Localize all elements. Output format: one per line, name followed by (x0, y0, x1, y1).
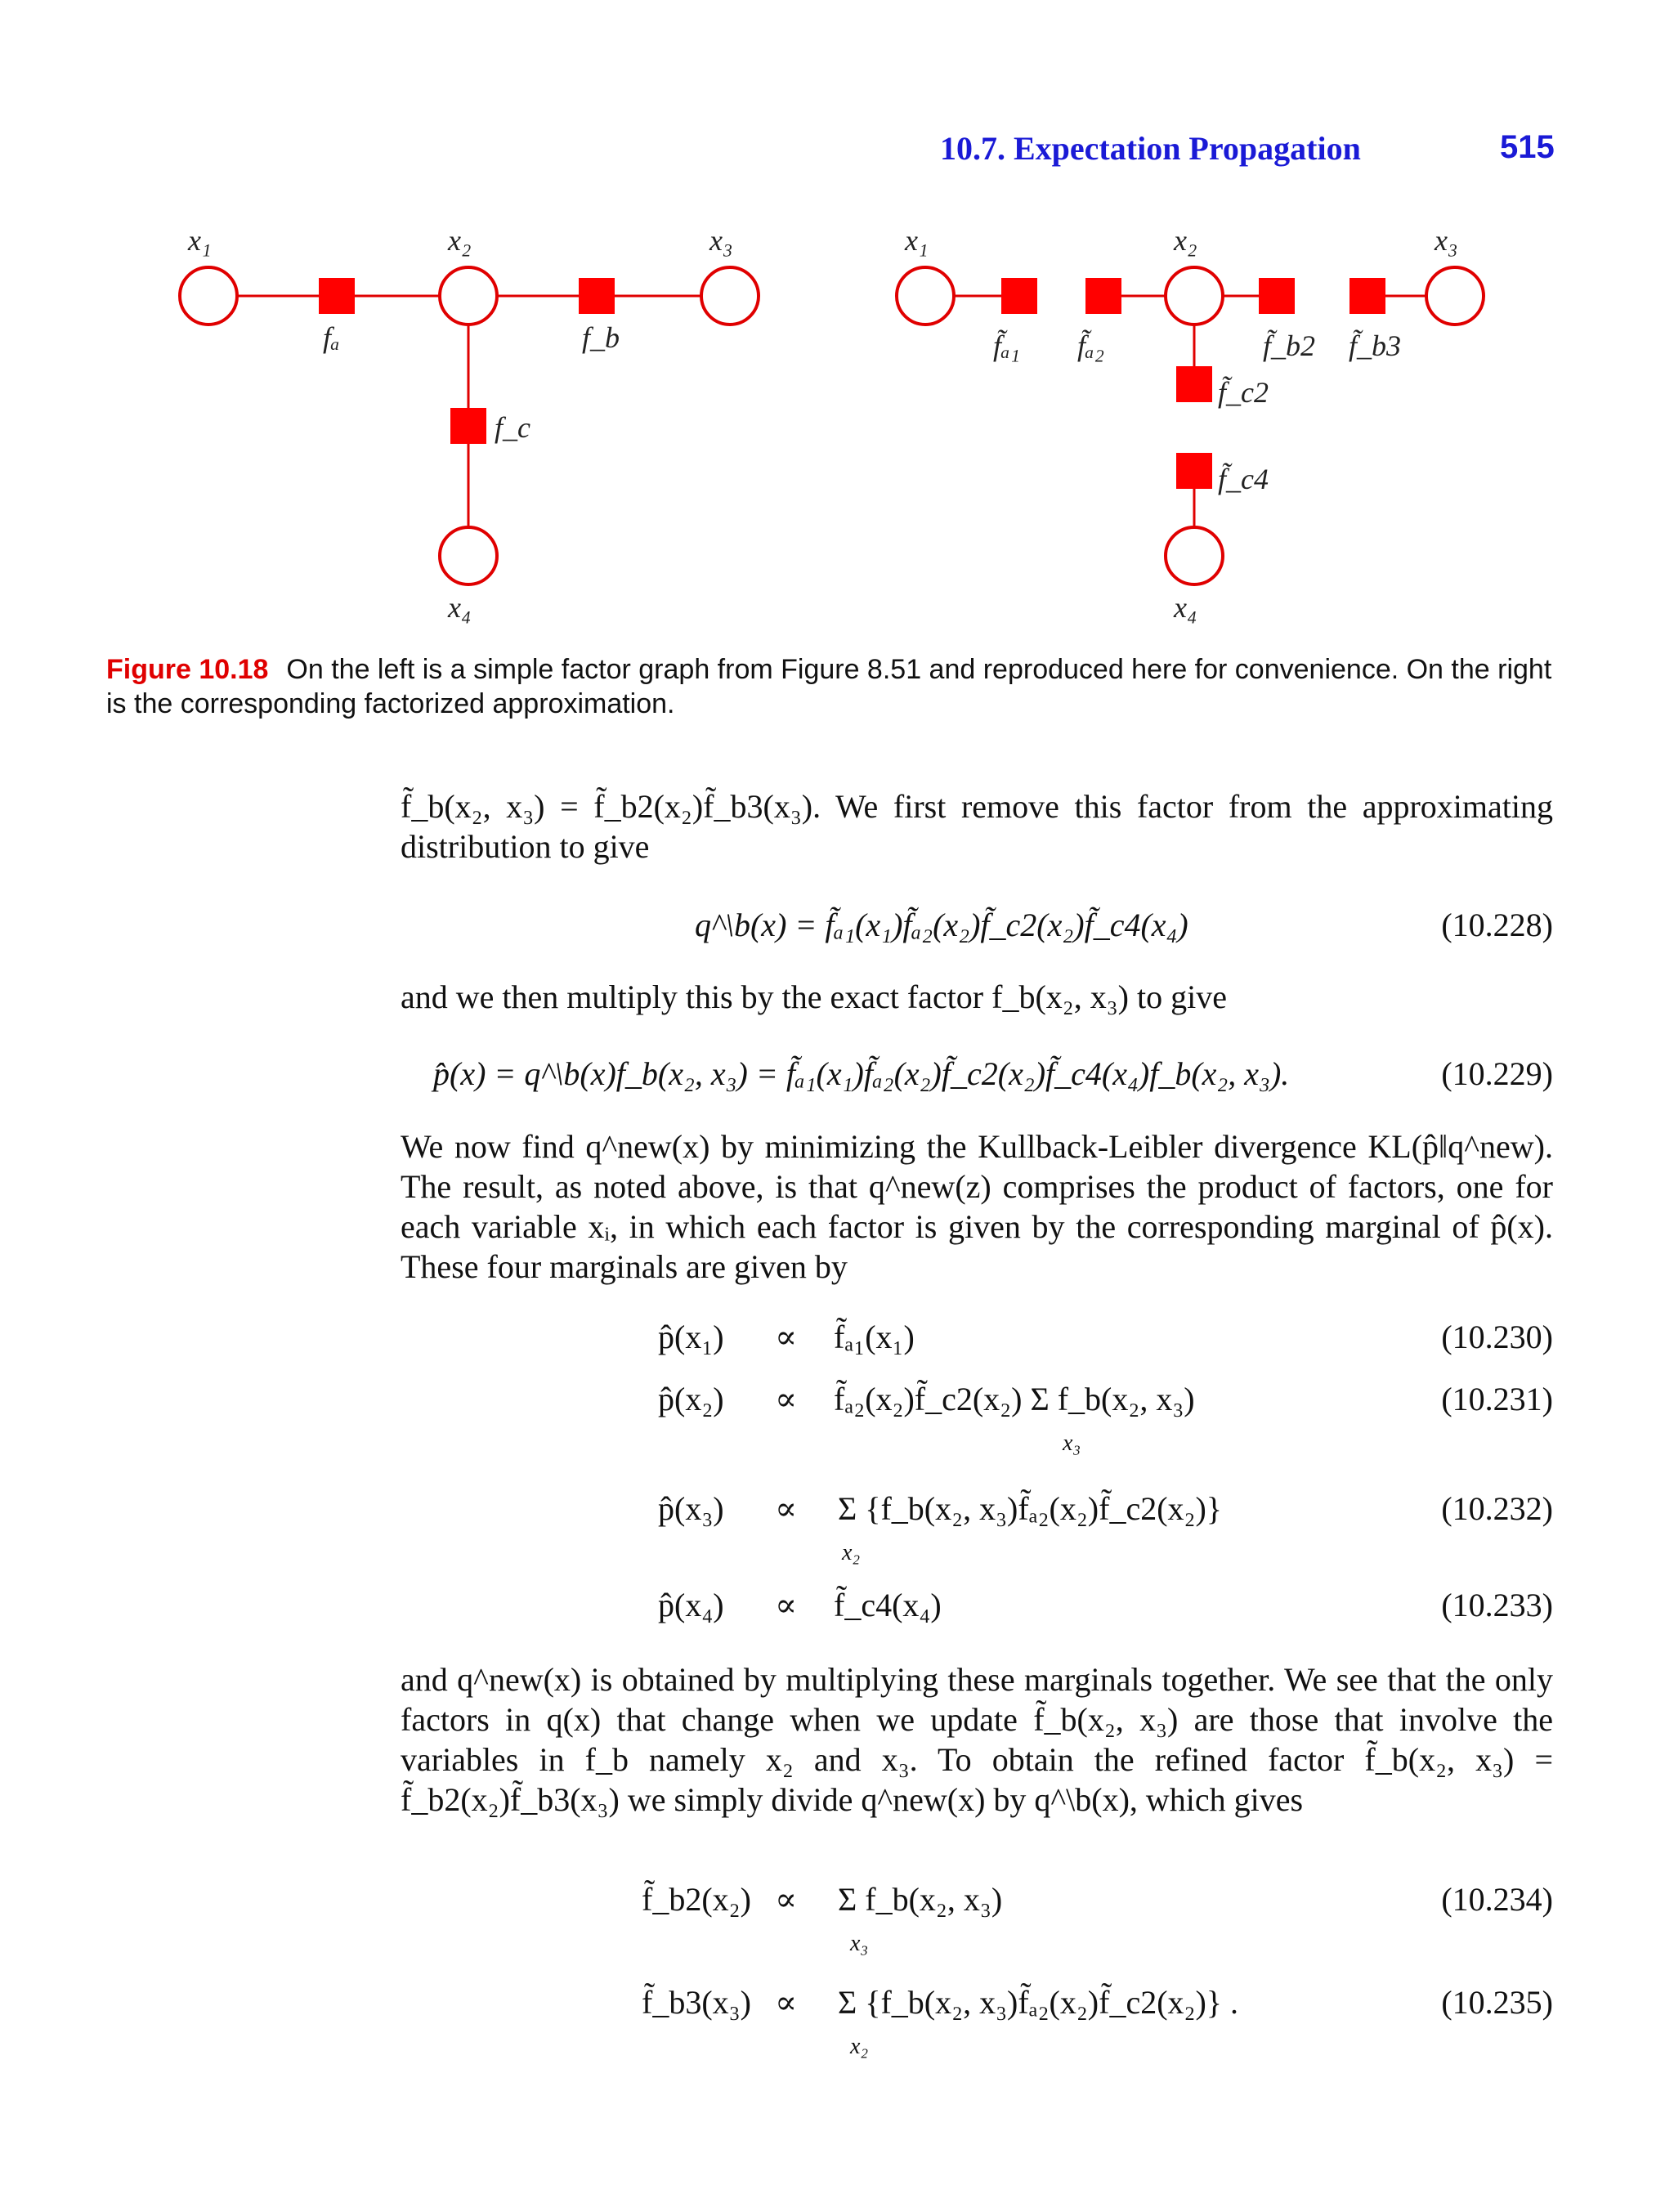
label-x3: x₃ (709, 224, 733, 257)
propto-symbol: ∝ (775, 1381, 798, 1417)
propto-symbol: ∝ (775, 1319, 798, 1355)
equation-number-230: (10.230) (1441, 1319, 1553, 1355)
node-x1 (897, 267, 954, 325)
propto-symbol: ∝ (775, 1984, 798, 2021)
refined-fb3-lhs: f̃_b3(x₃) (642, 1984, 751, 2021)
equation-number-228: (10.228) (1441, 907, 1553, 943)
figure-caption (106, 652, 1557, 721)
marginal-x1-rhs: f̃ₐ₁(x₁) (834, 1319, 915, 1355)
factor-fc2 (1176, 366, 1212, 402)
marginal-x3-rhs: Σ {f_b(x₂, x₃)f̃ₐ₂(x₂)f̃_c2(x₂)} (838, 1490, 1222, 1527)
equation-number-235: (10.235) (1441, 1984, 1553, 2021)
factor-fa1 (1001, 278, 1037, 314)
sum-subscript: x₃ (850, 1931, 869, 1956)
node-x3 (1426, 267, 1484, 325)
node-x4 (1166, 527, 1223, 584)
label-fa1: f̃ₐ₁ (993, 329, 1021, 362)
equation-number-231: (10.231) (1441, 1381, 1553, 1417)
refined-fb2-lhs: f̃_b2(x₂) (642, 1881, 751, 1918)
marginal-x2-rhs: f̃ₐ₂(x₂)f̃_c2(x₂) Σ f_b(x₂, x₃) (834, 1381, 1195, 1417)
factor-fa (319, 278, 355, 314)
figure-label: Figure 10.18 (106, 654, 269, 685)
label-x2: x₂ (1174, 224, 1197, 257)
marginal-x4-lhs: p̂(x₄) (658, 1587, 724, 1623)
factor-fb2 (1259, 278, 1295, 314)
label-x1: x₁ (188, 224, 212, 257)
propto-symbol: ∝ (775, 1881, 798, 1918)
equation-number-229: (10.229) (1441, 1055, 1553, 1092)
factor-graph-figure (0, 221, 1674, 629)
label-fb2: f̃_b2 (1263, 329, 1316, 362)
right-factor-graph (897, 224, 1484, 624)
label-fb: f_b (582, 321, 620, 354)
marginal-x1-lhs: p̂(x₁) (658, 1319, 724, 1355)
label-fa: fₐ (323, 321, 340, 354)
equation-number-233: (10.233) (1441, 1587, 1553, 1623)
label-x2: x₂ (448, 224, 472, 257)
sum-subscript: x₂ (850, 2034, 869, 2059)
label-x3: x₃ (1435, 224, 1458, 257)
refined-fb3-rhs: Σ {f_b(x₂, x₃)f̃ₐ₂(x₂)f̃_c2(x₂)} . (838, 1984, 1238, 2021)
page-number: 515 (1500, 129, 1555, 165)
label-fa2: f̃ₐ₂ (1077, 329, 1105, 362)
label-x4: x₄ (1174, 591, 1197, 624)
caption-text: On the left is a simple factor graph from Figure 8.51 and reproduced here for convenience. On the right is the corresponding factorized approximation. (106, 654, 1552, 719)
running-header-title: 10.7. Expectation Propagation (940, 130, 1361, 167)
paragraph-intro: f̃_b(x₂, x₃) = f̃_b2(x₂)f̃_b3(x₃). We first remove this factor from the approximating distribution to give (401, 788, 1553, 865)
equation-number-232: (10.232) (1441, 1490, 1553, 1527)
marginal-x3-lhs: p̂(x₃) (658, 1490, 724, 1527)
factor-fc4 (1176, 453, 1212, 489)
marginal-x4-rhs: f̃_c4(x₄) (834, 1587, 942, 1623)
label-fc2: f̃_c2 (1218, 376, 1269, 409)
node-x1 (180, 267, 237, 325)
left-factor-graph (180, 224, 759, 624)
propto-symbol: ∝ (775, 1490, 798, 1527)
paragraph-multiply: and we then multiply this by the exact factor f_b(x₂, x₃) to give (401, 978, 1227, 1015)
node-x3 (701, 267, 759, 325)
label-fc: f_c (495, 411, 530, 444)
node-x2 (1166, 267, 1223, 325)
label-x4: x₄ (448, 591, 472, 624)
marginal-x2-lhs: p̂(x₂) (658, 1381, 724, 1417)
paragraph-refine: and q^new(x) is obtained by multiplying these marginals together. We see that the only factors in q(x) that change when we update f̃_b(x₂, x₃) are those that involve the variables in f_b namely x₂ and x₃. To obtain the refined factor f̃_b(x₂, x₃) = f̃_b2(x₂)f̃_b3(x₃) we simply divide q^new(x) by q^\b(x), which gives (401, 1661, 1553, 1818)
equation-number-234: (10.234) (1441, 1881, 1553, 1918)
factor-fc (450, 408, 486, 444)
node-x2 (440, 267, 497, 325)
sum-subscript: x₃ (1063, 1431, 1081, 1456)
refined-fb2-rhs: Σ f_b(x₂, x₃) (838, 1881, 1003, 1918)
factor-fb (579, 278, 615, 314)
propto-symbol: ∝ (775, 1587, 798, 1623)
paragraph-marginals: We now find q^new(x) by minimizing the Kullback-Leibler divergence KL(p̂‖q^new). The result, as noted above, is that q^new(z) comprises the product of factors, one for each variable xᵢ, in which each factor is given by the corresponding marginal of p̂(x). These four marginals are given by (401, 1128, 1553, 1285)
factor-fa2 (1085, 278, 1121, 314)
sum-subscript: x₂ (842, 1540, 861, 1565)
label-x1: x₁ (905, 224, 929, 257)
label-fc4: f̃_c4 (1218, 463, 1269, 495)
equation-10-228: q^\b(x) = f̃ₐ₁(x₁)f̃ₐ₂(x₂)f̃_c2(x₂)f̃_c4(x₄) (695, 907, 1188, 943)
label-fb3: f̃_b3 (1349, 329, 1402, 362)
factor-fb3 (1349, 278, 1385, 314)
node-x4 (440, 527, 497, 584)
equation-10-229: p̂(x) = q^\b(x)f_b(x₂, x₃) = f̃ₐ₁(x₁)f̃ₐ₂(x₂)f̃_c2(x₂)f̃_c4(x₄)f_b(x₂, x₃). (433, 1055, 1290, 1092)
